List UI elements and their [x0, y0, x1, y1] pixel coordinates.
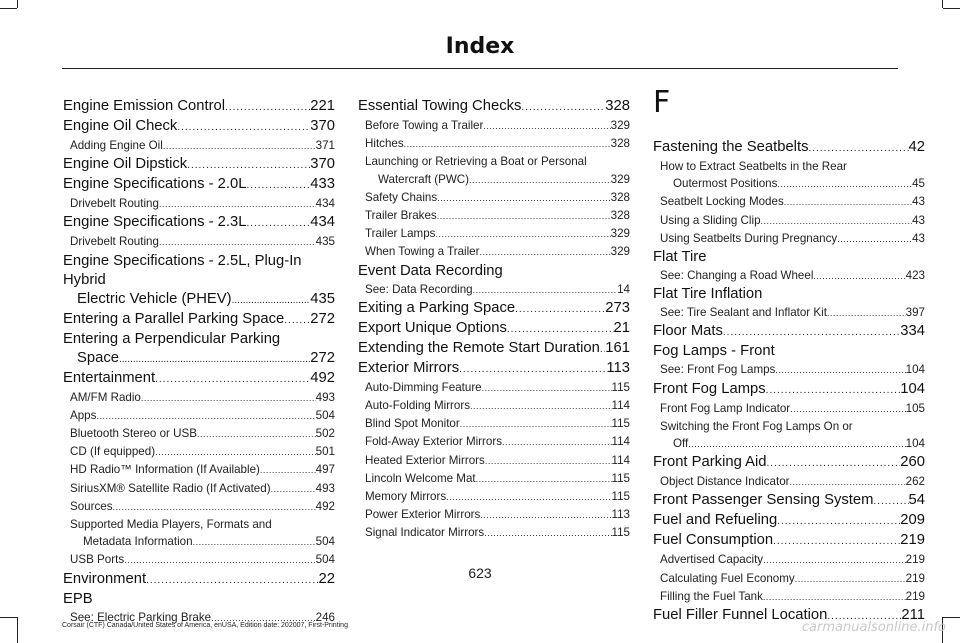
entry-page: 115 [611, 380, 630, 394]
entry-text: Fastening the Seatbelts [653, 139, 809, 155]
index-subentry [358, 281, 630, 299]
index-entry [63, 310, 335, 330]
entry-page: 161 [605, 339, 630, 356]
entry-page: 42 [908, 139, 925, 155]
leader-dots [469, 172, 611, 189]
watermark: carmanualsonline.info [801, 620, 946, 635]
leader-dots [193, 534, 316, 551]
index-entry [653, 531, 925, 551]
index-subentry [653, 418, 925, 453]
leader-dots [197, 426, 316, 443]
entry-page: 329 [610, 245, 630, 259]
index-entry [358, 97, 630, 117]
index-entry [358, 262, 630, 281]
entry-text: Memory Mirrors [365, 490, 447, 504]
index-entry [63, 330, 335, 369]
index-entry [63, 590, 335, 609]
page-title: Index [445, 34, 515, 59]
leader-dots [507, 320, 614, 339]
header-rule [62, 68, 898, 69]
entry-text: Safety Chains [365, 190, 438, 204]
edition-footer: Corsair (CTF) Canada/United States of America, enUSA, Edition date: 202007, First-Printing [62, 622, 348, 629]
index-subentry [358, 397, 630, 415]
index-subentry [653, 304, 925, 322]
entry-page: 219 [905, 553, 925, 567]
leader-dots [177, 118, 310, 137]
entry-text: Apps [70, 408, 97, 422]
leader-dots [459, 360, 606, 379]
entry-text: Using Seatbelts During Pregnancy [660, 231, 838, 245]
leader-dots [225, 98, 310, 117]
entry-text: Fuel Consumption [653, 532, 774, 549]
leader-dots [480, 244, 611, 261]
entry-page: 114 [611, 399, 630, 413]
entry-text: Launching or Retrieving a Boat or Personal [365, 155, 587, 169]
index-column-2 [358, 97, 630, 543]
entry-page: 497 [315, 463, 335, 477]
leader-dots [873, 492, 908, 511]
entry-page: 501 [315, 445, 335, 459]
leader-dots [763, 589, 906, 606]
entry-page: 260 [900, 454, 925, 471]
entry-text: See: Electric Parking Brake [70, 610, 212, 624]
leader-dots [113, 499, 316, 516]
entry-text: Hitches [365, 137, 404, 151]
entry-page: 211 [901, 607, 925, 624]
entry-page: 105 [905, 401, 925, 415]
entry-text: See: Tire Sealant and Inflator Kit [660, 306, 827, 320]
entry-page: 328 [605, 98, 630, 114]
leader-dots [767, 454, 901, 473]
entry-text: Front Fog Lamps [653, 380, 766, 397]
entry-page: 114 [611, 453, 630, 467]
leader-dots [232, 291, 311, 310]
entry-text: Exterior Mirrors [358, 359, 460, 376]
entry-text-continued: Space [77, 349, 119, 366]
entry-text: Signal Indicator Mirrors [365, 526, 485, 540]
entry-continuation [63, 290, 335, 310]
entry-text-continued: Metadata Information [83, 535, 193, 549]
entry-text: Switching the Front Fog Lamps On or [660, 419, 853, 433]
entry-text: Export Unique Options [358, 319, 507, 336]
leader-dots [808, 139, 908, 158]
leader-dots [446, 489, 611, 506]
index-subentry [358, 506, 630, 524]
entry-page: 115 [611, 490, 630, 504]
entry-page: 104 [905, 363, 925, 377]
index-subentry [653, 588, 925, 606]
leader-dots [482, 380, 612, 397]
leader-dots [476, 471, 612, 488]
entry-text: Event Data Recording [358, 262, 503, 279]
entry-page: 397 [905, 306, 925, 320]
crop-mark [0, 617, 17, 618]
leader-dots [155, 444, 316, 461]
entry-page: 328 [610, 137, 630, 151]
index-entry [358, 359, 630, 379]
entry-page: 435 [310, 290, 335, 307]
entry-page: 329 [610, 119, 630, 132]
entry-text: Front Fog Lamp Indicator [660, 401, 791, 415]
index-subentry [63, 425, 335, 443]
index-subentry [653, 158, 925, 193]
index-subentry [358, 153, 630, 188]
leader-dots [485, 453, 612, 470]
entry-text-continued: Electric Vehicle (PHEV) [77, 290, 232, 307]
leader-dots [784, 194, 912, 211]
leader-dots [766, 381, 901, 400]
index-subentry [358, 117, 630, 135]
index-subentry [358, 470, 630, 488]
entry-page: 371 [315, 139, 335, 152]
entry-text: Power Exterior Mirrors [365, 508, 481, 522]
entry-text-continued: Watercraft (PWC) [378, 172, 470, 186]
entry-text: Engine Oil Dipstick [63, 156, 188, 173]
index-entry [653, 491, 925, 511]
section-letter: F [653, 85, 671, 120]
entry-page: 433 [310, 176, 335, 193]
entry-page: 435 [315, 235, 335, 249]
entry-text: Flat Tire Inflation [653, 286, 763, 303]
entry-text: Before Towing a Trailer [365, 119, 484, 132]
index-subentry [358, 415, 630, 433]
entry-page: 328 [610, 190, 630, 204]
entry-text: Supported Media Players, Formats and [70, 518, 272, 532]
entry-continuation [660, 435, 925, 453]
entry-page: 504 [315, 535, 335, 549]
leader-dots [777, 512, 900, 531]
entry-text: Auto-Dimming Feature [365, 380, 482, 394]
entry-text: Adding Engine Oil [70, 139, 163, 152]
entry-text: Entertainment [63, 369, 156, 386]
entry-continuation [660, 175, 925, 193]
entry-page: 22 [318, 570, 335, 587]
leader-dots [480, 507, 611, 524]
entry-text: Blind Spot Monitor [365, 417, 460, 431]
page-number: 623 [468, 565, 492, 581]
leader-dots [96, 408, 315, 425]
entry-page: 221 [310, 98, 335, 114]
leader-dots [483, 118, 610, 135]
entry-continuation [63, 349, 335, 369]
entry-page: 492 [310, 369, 335, 386]
index-entry [653, 453, 925, 473]
entry-text: Drivebelt Routing [70, 197, 159, 211]
entry-page: 209 [900, 512, 925, 529]
entry-text-continued: Outermost Positions [673, 177, 778, 191]
leader-dots [163, 138, 316, 155]
entry-page: 43 [912, 213, 925, 227]
entry-text: Trailer Brakes [365, 209, 437, 223]
leader-dots [435, 226, 610, 243]
leader-dots [837, 231, 912, 248]
index-entry [63, 155, 335, 175]
index-entry [63, 97, 335, 117]
entry-text: Exiting a Parking Space [358, 299, 516, 316]
entry-page: 115 [611, 471, 630, 485]
entry-page: 272 [310, 310, 335, 327]
index-entry [653, 342, 925, 361]
index-subentry [358, 243, 630, 261]
entry-page: 329 [610, 227, 630, 241]
entry-text: Engine Specifications - 2.5L, Plug-In Hybrid [63, 252, 302, 288]
entry-page: 104 [905, 437, 925, 451]
entry-text: Fold-Away Exterior Mirrors [365, 435, 503, 449]
entry-text: When Towing a Trailer [365, 245, 480, 259]
entry-text: Engine Specifications - 2.3L [63, 214, 247, 231]
entry-text: Fuel and Refueling [653, 512, 778, 529]
leader-dots [723, 323, 900, 342]
entry-page: 113 [611, 508, 630, 522]
leader-dots [688, 436, 905, 453]
entry-page: 262 [905, 475, 925, 489]
leader-dots [437, 208, 611, 225]
entry-page: 502 [315, 427, 335, 441]
leader-dots [813, 268, 905, 285]
entry-page: 504 [315, 553, 335, 567]
entry-text: Front Passenger Sensing System [653, 492, 874, 509]
entry-page: 104 [900, 380, 925, 397]
entry-text: Lincoln Welcome Mat [365, 471, 476, 485]
entry-page: 115 [611, 526, 630, 540]
entry-page: 334 [900, 323, 925, 340]
entry-text: SiriusXM® Satellite Radio (If Activated) [70, 481, 271, 495]
entry-page: 423 [905, 269, 925, 283]
entry-page: 115 [611, 417, 630, 431]
crop-mark [943, 8, 960, 9]
entry-page: 434 [310, 214, 335, 231]
index-entry [358, 339, 630, 359]
entry-page: 219 [905, 571, 925, 585]
leader-dots [404, 136, 611, 153]
index-subentry [63, 389, 335, 407]
entry-page: 273 [605, 299, 630, 316]
entry-page: 219 [900, 532, 925, 549]
index-subentry [358, 189, 630, 207]
leader-dots [246, 176, 310, 195]
entry-page: 246 [315, 610, 335, 624]
index-entry [653, 248, 925, 267]
leader-dots [777, 176, 912, 193]
entry-page: 370 [310, 118, 335, 134]
leader-dots [484, 525, 611, 542]
entry-text: CD (If equipped) [70, 445, 156, 459]
leader-dots [159, 234, 316, 251]
entry-page: 370 [310, 156, 335, 173]
entry-text: Object Distance Indicator [660, 475, 790, 489]
entry-text: HD Radio™ Information (If Available) [70, 463, 260, 477]
index-subentry [653, 193, 925, 211]
index-subentry [653, 267, 925, 285]
entry-text: Calculating Fuel Economy [660, 571, 795, 585]
leader-dots [502, 434, 612, 451]
index-subentry [358, 379, 630, 397]
index-subentry [63, 480, 335, 498]
index-subentry [63, 498, 335, 516]
entry-text: How to Extract Seatbelts in the Rear [660, 160, 847, 173]
leader-dots [284, 311, 310, 330]
entry-text: Fuel Filler Funnel Location [653, 607, 828, 624]
crop-mark [17, 0, 18, 8]
leader-dots [460, 416, 612, 433]
entry-text: Seatbelt Locking Modes [660, 195, 784, 209]
index-entry [63, 213, 335, 233]
entry-text: Auto-Folding Mirrors [365, 399, 471, 413]
leader-dots [470, 398, 611, 415]
index-entry [653, 138, 925, 158]
index-subentry [63, 443, 335, 461]
entry-page: 328 [610, 209, 630, 223]
entry-text-continued: Off [673, 437, 689, 451]
leader-dots [437, 190, 610, 207]
entry-page: 272 [310, 349, 335, 366]
leader-dots [260, 462, 316, 479]
entry-page: 113 [606, 359, 630, 376]
leader-dots [271, 481, 316, 498]
index-entry [63, 117, 335, 137]
leader-dots [521, 98, 605, 117]
entry-page: 45 [912, 177, 925, 191]
entry-text: Engine Specifications - 2.0L [63, 176, 247, 193]
index-subentry [358, 135, 630, 153]
entry-text: Extending the Remote Start Duration [358, 339, 600, 356]
entry-text: Engine Oil Check [63, 118, 178, 134]
entry-page: 21 [613, 319, 630, 336]
entry-text: Filling the Fuel Tank [660, 589, 763, 603]
entry-page: 493 [315, 390, 335, 404]
index-subentry [358, 225, 630, 243]
entry-text: Entering a Parallel Parking Space [63, 310, 285, 327]
entry-text: Trailer Lamps [365, 227, 436, 241]
entry-text: See: Front Fog Lamps [660, 363, 776, 377]
entry-page: 329 [610, 172, 630, 186]
index-entry [653, 511, 925, 531]
index-subentry [653, 212, 925, 230]
index-subentry [63, 233, 335, 251]
index-entry [358, 299, 630, 319]
leader-dots [775, 362, 905, 379]
index-subentry [358, 207, 630, 225]
index-entry [63, 252, 335, 310]
index-subentry [653, 400, 925, 418]
index-column-1 [63, 97, 335, 627]
entry-page: 54 [908, 492, 925, 509]
leader-dots [141, 390, 316, 407]
entry-text: Essential Towing Checks [358, 98, 522, 114]
crop-mark [943, 617, 960, 618]
entry-text: EPB [63, 590, 93, 607]
leader-dots [515, 300, 605, 319]
entry-text: Entering a Perpendicular Parking [63, 330, 281, 347]
leader-dots [246, 214, 310, 233]
index-subentry [653, 361, 925, 379]
entry-text: AM/FM Radio [70, 390, 141, 404]
entry-text: Bluetooth Stereo or USB [70, 427, 197, 441]
entry-text: USB Ports [70, 553, 125, 567]
entry-page: 43 [912, 195, 925, 209]
entry-text: See: Changing a Road Wheel [660, 269, 814, 283]
entry-page: 504 [315, 408, 335, 422]
entry-page: 43 [912, 231, 925, 245]
index-subentry [63, 195, 335, 213]
crop-mark [17, 617, 18, 643]
index-entry [653, 380, 925, 400]
index-subentry [63, 516, 335, 551]
leader-dots [473, 282, 617, 299]
entry-text: See: Data Recording [365, 282, 473, 296]
leader-dots [790, 474, 906, 491]
index-subentry [358, 524, 630, 542]
index-entry [358, 319, 630, 339]
entry-page: 492 [315, 499, 335, 513]
index-column-3 [653, 85, 925, 626]
entry-text: Front Parking Aid [653, 454, 767, 471]
leader-dots [155, 370, 310, 389]
index-subentry [63, 407, 335, 425]
index-subentry [63, 461, 335, 479]
entry-page: 14 [617, 282, 630, 296]
entry-text: Engine Emission Control [63, 98, 226, 114]
leader-dots [119, 350, 310, 369]
entry-text: Sources [70, 499, 113, 513]
entry-text: Flat Tire [653, 249, 707, 266]
index-subentry [358, 452, 630, 470]
crop-mark [942, 0, 943, 8]
entry-page: 434 [315, 197, 335, 211]
entry-continuation [70, 533, 335, 551]
index-entry [653, 285, 925, 304]
leader-dots [827, 305, 906, 322]
entry-continuation [365, 171, 630, 189]
entry-text: Drivebelt Routing [70, 235, 159, 249]
entry-text: Using a Sliding Clip [660, 213, 761, 227]
index-entry [63, 369, 335, 389]
index-subentry [653, 473, 925, 491]
entry-text: Floor Mats [653, 323, 723, 340]
index-entry [63, 175, 335, 195]
index-entry [653, 322, 925, 342]
entry-text: Fog Lamps - Front [653, 343, 775, 360]
leader-dots [187, 156, 310, 175]
entry-text: Environment [63, 570, 147, 587]
entry-text: Advertised Capacity [660, 553, 764, 567]
index-subentry [358, 488, 630, 506]
index-subentry [653, 230, 925, 248]
leader-dots [159, 196, 316, 213]
leader-dots [761, 213, 913, 230]
index-subentry [63, 137, 335, 155]
entry-page: 493 [315, 481, 335, 495]
leader-dots [773, 532, 900, 551]
index-subentry [358, 433, 630, 451]
entry-page: 114 [611, 435, 630, 449]
crop-mark [0, 8, 17, 9]
entry-page: 219 [905, 589, 925, 603]
entry-text: Heated Exterior Mirrors [365, 453, 485, 467]
leader-dots [790, 401, 905, 418]
